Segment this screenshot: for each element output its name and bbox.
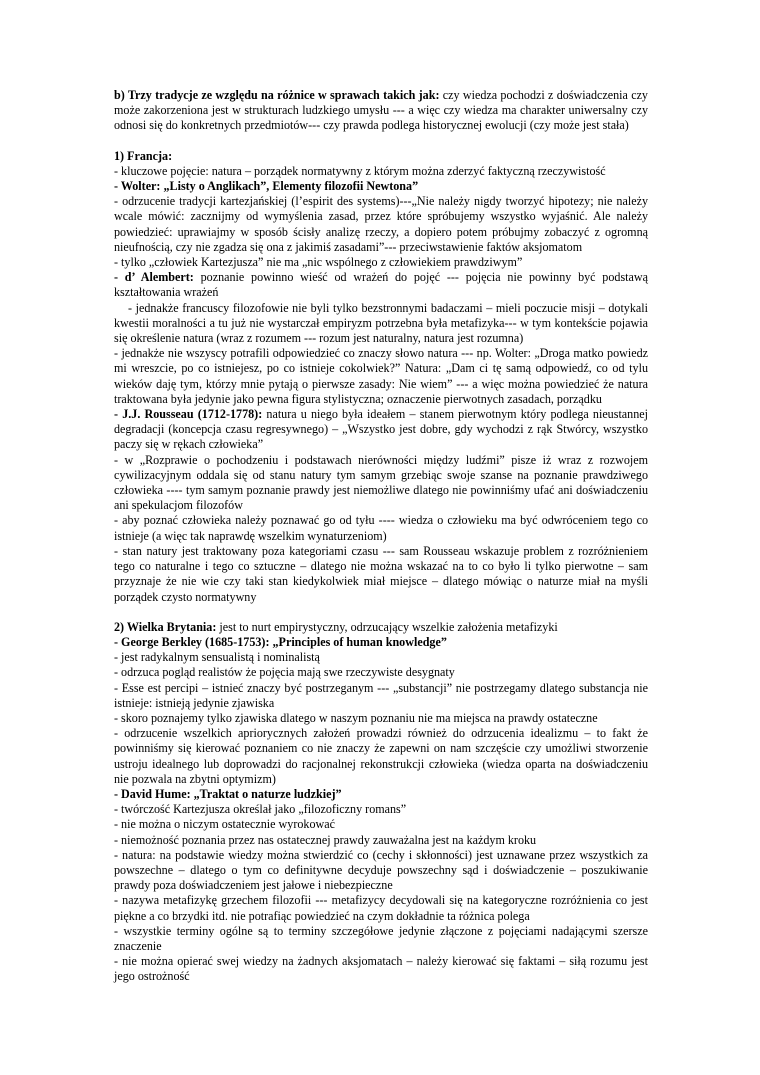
hume-paragraph-4: - natura: na podstawie wiedzy można stwierdzić co (cechy i skłonności) jest uznawane przez wszystkich za powszechne – dlatego o tym co definitywne decyduje powszechny sąd i doświadczenie – poszukiwanie prawdy poza doświadczeniem jest jałowe i niebezpieczne (114, 847, 648, 893)
france-paragraph-7: - aby poznać człowieka należy poznawać go od tyłu ---- wiedza o człowieku ma być odwróceniem tego co istnieje (a więc tak naprawdę wszelkim wynaturzeniom) (114, 513, 648, 543)
rousseau-paragraph (114, 407, 648, 453)
berkeley-paragraph-1: - jest radykalnym sensualistą i nominalistą (114, 650, 320, 665)
france-heading: 1) Francja: (114, 148, 173, 163)
france-paragraph-5: - jednakże nie wszyscy potrafili odpowiedzieć co znaczy słowo natura --- np. Wolter: „Droga matko powiedz mi wreszcie, po co istniejesz, po co istnieje cokolwiek?” Natura: „Dam ci tę samą odpowiedź, co od tylu wieków daję tym, którzy mnie pytają o pierwsze zasady: Nie wiem” --- a więc można powiedzieć że natura traktowana była jedynie jako pewna figura stylistyczna; oznaczenie pierwotnych zasadach, porządku (114, 346, 648, 406)
berkeley-paragraph-5: - odrzucenie wszelkich apriorycznych założeń prowadzi również do odrzucenia idealizmu – to fakt że powinniśmy się kierować poznaniem co nie znaczy że zapewni on nam szczęście czy umożliwi stworzenie ustroju idealnego lub doprowadzi do racjonalnej rekonstrukcji człowieka (wiedza oparta na doświadczeniu nie pozwala na zbytni optymizm) (114, 726, 648, 786)
berkeley-heading: - George Berkley (1685-1753): „Principles of human knowledge” (114, 634, 447, 649)
dalembert-paragraph (114, 270, 648, 300)
berkeley-paragraph-2: - odrzuca pogląd realistów że pojęcia mają swe rzeczywiste desygnaty (114, 665, 455, 680)
britain-heading-text: jest to nurt empirystyczny, odrzucający wszelkie założenia metafizyki (216, 619, 558, 634)
britain-heading: 2) Wielka Brytania: (114, 619, 217, 634)
france-paragraph-6: - w „Rozprawie o pochodzeniu i podstawach nierówności między ludźmi” pisze iż wraz z rozwojem cywilizacyjnym oddala się od stanu natury tym samym grzebiąc swoje szanse na poznanie prawdziwego człowieka ---- tym samym poznanie prawdy jest niemożliwe dlatego nie powinniśmy ufać ani doświadczeniu ani spekulacjom filozofów (114, 452, 648, 513)
spacer (114, 134, 648, 149)
spacer (114, 605, 648, 620)
intro-heading: b) Trzy tradycje ze względu na różnice w sprawach takich jak: (114, 88, 440, 102)
dalembert-text: poznanie powinno wieść od wrażeń do pojęć --- pojęcia nie powinny być podstawą kształtowania wrażeń (114, 270, 648, 300)
rousseau-text: natura u niego była ideałem – stanem pierwotnym który podlega nieustannej degradacji (koncepcja czasu regresywnego) – „Wszystko jest dobre, gdy wychodzi z rąk Stwórcy, wszystko paczy się w rękach człowieka” (114, 407, 648, 452)
rousseau-heading: - J.J. Rousseau (1712-1778): (114, 407, 263, 422)
hume-paragraph-7: - nie można opierać swej wiedzy na żadnych aksjomatach – należy kierować się faktami – siłą rozumu jest jego ostrożność (114, 954, 648, 984)
britain-heading-paragraph (114, 620, 648, 635)
intro-paragraph (114, 88, 648, 134)
france-paragraph-3: - tylko „człowiek Kartezjusza” nie ma „nic wspólnego z człowiekiem prawdziwym” (114, 255, 523, 270)
voltaire-heading: - Wolter: „Listy o Anglikach”, Elementy filozofii Newtona” (114, 179, 419, 194)
france-paragraph-2: - odrzucenie tradycji kartezjańskiej (l’espirit des systems)---„Nie należy nigdy tworzyć hipotezy; nie należy wcale mówić: zacznijmy od wymyślenia zasad, przez które spróbujemy wszystko wyjaśnić. Ale należy powiedzieć: uprawiajmy w sposób ścisły analizę rzeczy, a dopiero potem próbujmy zobaczyć z ogromną nieufnością, czy nie zgadza się ona z jakimiś zasadami”--- przeciwstawienie faktów aksjomatom (114, 194, 648, 254)
france-paragraph-1: - kluczowe pojęcie: natura – porządek normatywny z którym można zderzyć faktyczną rzeczywistość (114, 163, 606, 178)
hume-paragraph-3: - niemożność poznania przez nas ostatecznej prawdy zauważalna jest na każdym kroku (114, 832, 537, 847)
document-page (114, 88, 648, 985)
hume-heading: - David Hume: „Traktat o naturze ludzkiej” (114, 786, 342, 801)
hume-paragraph-5: - nazywa metafizykę grzechem filozofii --- metafizycy decydowali się na kategoryczne rozróżnienia co jest piękne a co brzydki itd. nie potrafiąc powiedzieć na czym dokładnie ta różnica polega (114, 893, 648, 923)
berkeley-paragraph-4: - skoro poznajemy tylko zjawiska dlatego w naszym poznaniu nie ma miejsca na prawdy ostateczne (114, 710, 598, 725)
dalembert-heading: - d’ Alembert: (114, 270, 194, 285)
france-paragraph-8: - stan natury jest traktowany poza kategoriami czasu --- sam Rousseau wskazuje problem z rozróżnieniem tego co naturalne i tego co sztuczne – dlatego nie można wskazać na to co było li tylko pierwotne – sam przyznaje że nie wie czy taki stan kiedykolwiek miał miejsce – dlatego mówiąc o naturze miał na myśli porządek czysto normatywny (114, 543, 648, 604)
hume-paragraph-6: - wszystkie terminy ogólne są to terminy szczegółowe jedynie złączone z pojęciami nadającymi szersze znaczenie (114, 923, 648, 953)
france-paragraph-4: - jednakże francuscy filozofowie nie byli tylko bezstronnymi badaczami – mieli poczucie misji – dotykali kwestii moralności a tu już nie wystarczał empiryzm potrzebna była metafizyka--- w tym kontekście pojawia się określenie natura (wraz z rozumem --- rozum jest naturalny, natura jest rozumna) (114, 300, 648, 346)
intro-text: czy wiedza pochodzi z doświadczenia czy może zakorzeniona jest w strukturach ludzkiego umysłu --- a więc czy wiedza ma charakter uniwersalny czy odnosi się do konkretnych przedmiotów--- czy prawda podlega historycznej ewolucji (czy może jest stała) (114, 88, 648, 133)
hume-paragraph-2: - nie można o niczym ostatecznie wyrokować (114, 817, 335, 832)
hume-paragraph-1: - twórczość Kartezjusza określał jako „filozoficzny romans” (114, 802, 407, 817)
berkeley-paragraph-3: - Esse est percipi – istnieć znaczy być postrzeganym --- „substancji” nie postrzegamy dlatego substancja nie istnieje: istnieją jedynie zjawiska (114, 680, 648, 710)
